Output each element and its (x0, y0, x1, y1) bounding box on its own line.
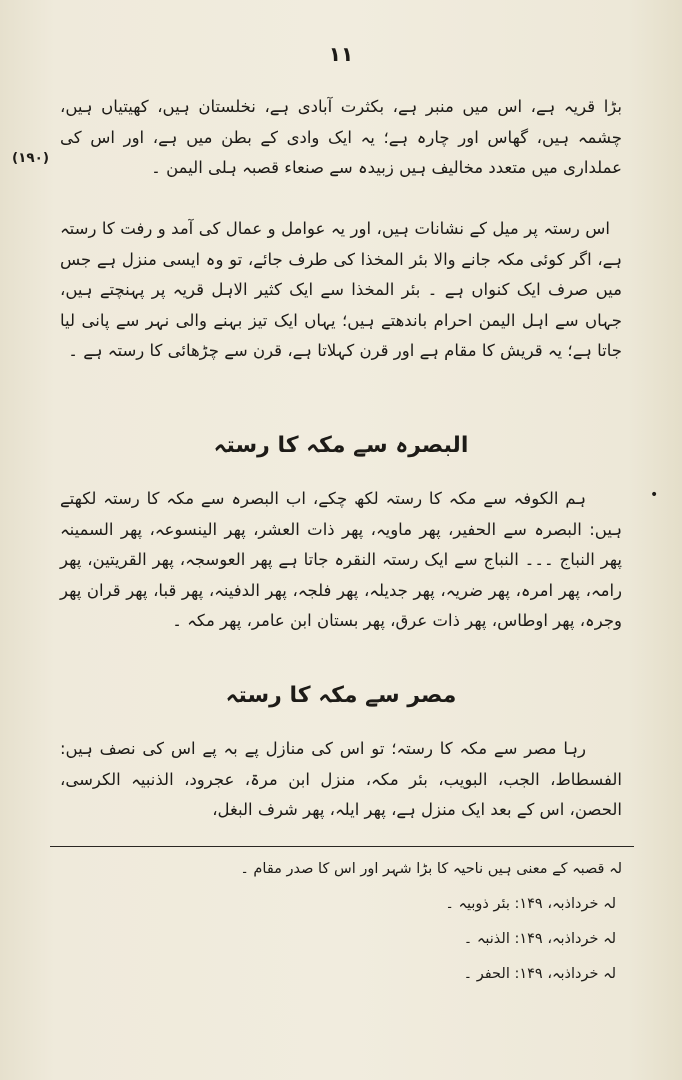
section-heading-basra-mecca: البصرہ سے مکہ کا رستہ (213, 433, 469, 458)
paragraph-1 (60, 92, 622, 184)
paragraph-text: اس رستہ پر میل کے نشانات ہیں، اور یہ عوامل و عمال کی آمد و رفت کا رستہ ہے، اگر کوئی مکہ جانے والا بئر المخذا کی طرف جائے، تو وہ ایسی منزل ہے جس میں صرف ایک کنواں ہے ۔ بئر المخذا سے ایک کثیر الاہل قریہ پر پہنچتے ہیں، جہاں سے اہل الیمن احرام باندھتے ہیں؛ یہاں ایک تیز بہنے والی نہر سے پانی لیا جاتا ہے؛ یہ قریش کا مقام ہے اور قرن کہلاتا ہے، قرن سے چڑھائی کا رستہ ہے ۔ (60, 219, 622, 360)
page-number: ۱۱ (328, 42, 354, 66)
paragraph-4 (60, 734, 622, 826)
side-marker: (۱۹۰) (12, 150, 50, 166)
footnote-3: لہ خرداذبہ، ۱۴۹: الذنبہ ۔ (463, 931, 616, 947)
footnote-1: لہ قصبہ کے معنی ہیں ناحیہ کا بڑا شہر اور اس کا صدر مقام ۔ (240, 861, 622, 877)
margin-dot: • (650, 487, 659, 503)
section-heading-egypt-mecca: مصر سے مکہ کا رستہ (225, 683, 457, 708)
paragraph-text: بڑا قریہ ہے، اس میں منبر ہے، بکثرت آبادی ہے، نخلستان ہیں، کھیتیاں ہیں، چشمہ ہیں، گھاس اور چارہ ہے؛ یہ ایک وادی کے بطن میں ہے، اور اس کی عملداری میں متعدد مخالیف ہیں زبیدہ سے صنعاء قصبہ ہلی الیمن ۔ (60, 97, 622, 177)
footnote-divider (50, 846, 634, 847)
paragraph-2 (60, 214, 622, 367)
paragraph-text: رہا مصر سے مکہ کا رستہ؛ تو اس کی منازل پے بہ پے اس کی نصف ہیں: الفسطاط، الجب، البویب، بئر مکہ، منزل ابن مرۃ، عجرود، الذنبیہ الکرسی، الحصن، اس کے بعد ایک منزل ہے، پھر ایلہ، پھر شرف البغل، (60, 739, 622, 819)
footnote-4: لہ خرداذبہ، ۱۴۹: الحفر ۔ (463, 966, 616, 982)
footnotes (60, 852, 622, 992)
paragraph-3 (60, 484, 622, 637)
footnote-2: لہ خرداذبہ، ۱۴۹: بئر ذوبیہ ۔ (445, 896, 616, 912)
paragraph-text: ہم الکوفہ سے مکہ کا رستہ لکھ چکے، اب البصرہ سے مکہ کا رستہ لکھتے ہیں: البصرہ سے الحفیر، پھر ماویہ، پھر ذات العشر، پھر الینسوعہ، پھر السمینہ پھر النباج ۔۔۔ النباج سے ایک رستہ النقرہ جاتا ہے پھر العوسجہ، پھر القریتین، پھر رامہ، پھر امرہ، پھر ضریہ، پھر جدیلہ، پھر فلجہ، پھر الدفینہ، پھر قبا، پھر قران پھر وجرہ، پھر اوطاس، پھر ذات عرق، پھر بستان ابن عامر، پھر مکہ ۔ (60, 489, 622, 630)
